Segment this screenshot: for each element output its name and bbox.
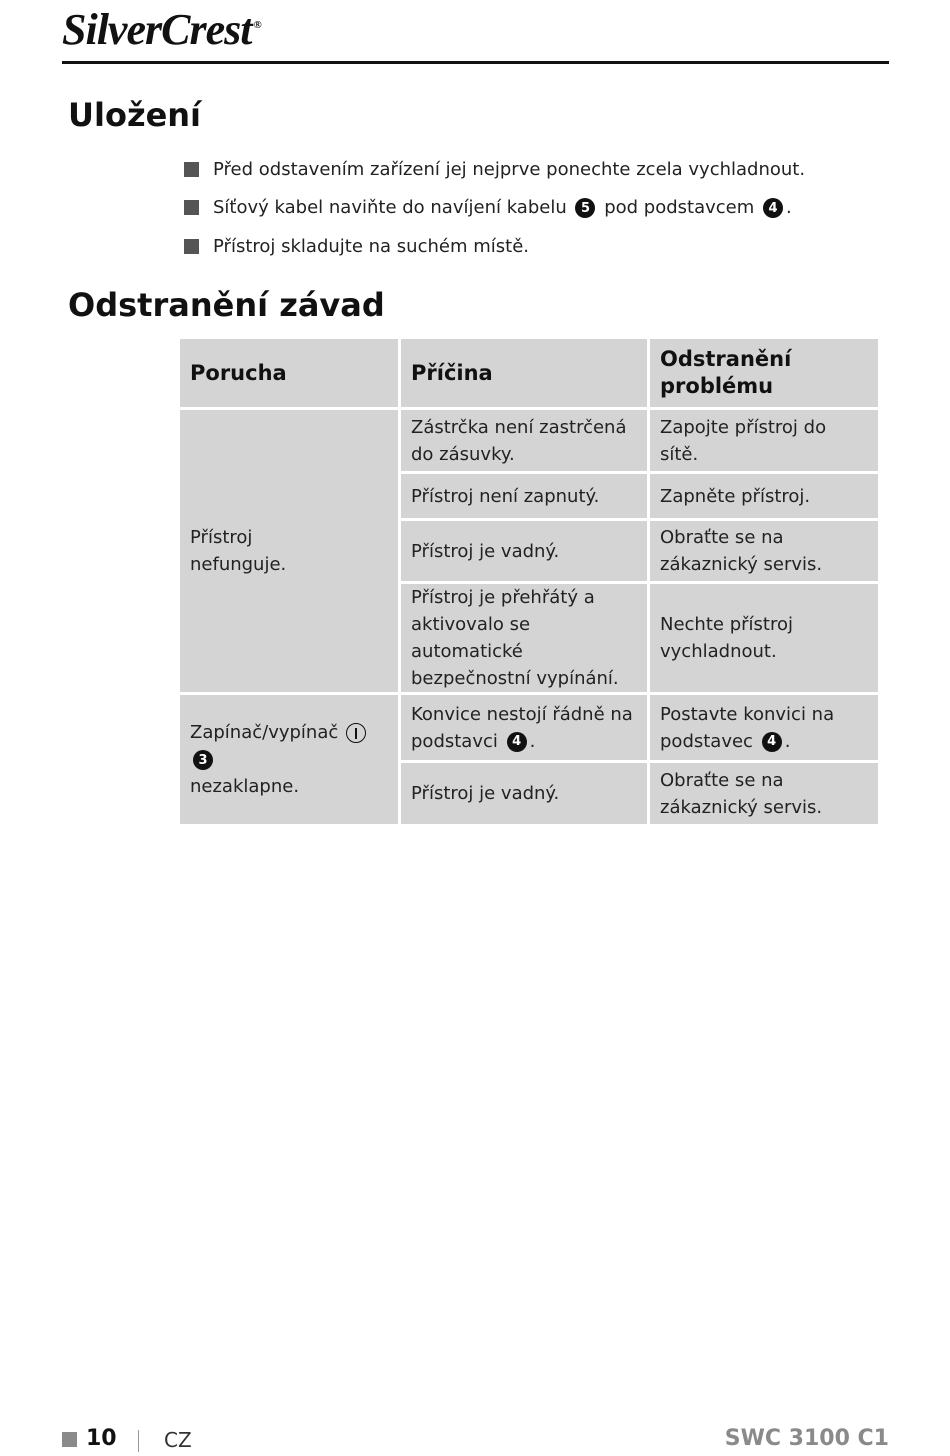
fault-cell: Přístroj nefunguje. bbox=[180, 410, 398, 692]
list-item-text: Před odstavením zařízení jej nejprve ponechte zcela vychladnout. bbox=[213, 158, 806, 180]
text-part: . bbox=[786, 197, 792, 219]
troubleshooting-table bbox=[177, 336, 881, 827]
header-cause: Příčina bbox=[401, 339, 647, 407]
language-code: CZ bbox=[164, 1428, 192, 1452]
list-item bbox=[184, 189, 805, 228]
part-number-4-icon: 4 bbox=[763, 198, 783, 218]
footer-separator bbox=[138, 1430, 139, 1452]
remedy-cell: Nechte přístroj vychladnout. bbox=[650, 584, 878, 692]
bullet-square-icon bbox=[184, 162, 199, 177]
remedy-cell: Obraťte se na zákaznický servis. bbox=[650, 521, 878, 581]
text-part: Síťový kabel naviňte do navíjení kabelu bbox=[213, 197, 567, 219]
part-number-4-icon: 4 bbox=[762, 732, 782, 752]
silvercrest-logo bbox=[62, 4, 261, 55]
cause-cell bbox=[401, 695, 647, 760]
text-part: Konvice nestojí řádně na podstavci bbox=[411, 703, 633, 752]
storage-heading: Uložení bbox=[68, 96, 202, 134]
cause-cell: Přístroj je vadný. bbox=[401, 521, 647, 581]
bullet-square-icon bbox=[184, 239, 199, 254]
logo-text: SilverCrest bbox=[62, 5, 252, 54]
text-part: Zapínač/vypínač bbox=[190, 722, 339, 743]
registered-mark: ® bbox=[253, 19, 261, 32]
header-fault: Porucha bbox=[180, 339, 398, 407]
cause-cell: Přístroj není zapnutý. bbox=[401, 474, 647, 518]
model-number: SWC 3100 C1 bbox=[724, 1426, 889, 1451]
part-number-4-icon: 4 bbox=[507, 732, 527, 752]
footer-square-icon bbox=[62, 1432, 77, 1447]
troubleshooting-heading: Odstranění závad bbox=[68, 286, 385, 324]
remedy-cell: Obraťte se na zákaznický servis. bbox=[650, 763, 878, 824]
cause-cell: Přístroj je vadný. bbox=[401, 763, 647, 824]
table-row bbox=[180, 410, 878, 471]
table-header-row bbox=[180, 339, 878, 407]
list-item-text bbox=[213, 197, 792, 218]
header-remedy: Odstranění problému bbox=[650, 339, 878, 407]
header-divider bbox=[62, 61, 889, 64]
fault-cell bbox=[180, 695, 398, 824]
text-part: pod podstavcem bbox=[604, 197, 755, 219]
power-switch-icon bbox=[346, 723, 366, 743]
list-item bbox=[184, 150, 805, 189]
storage-list bbox=[184, 150, 805, 266]
cause-cell: Zástrčka není zastrčená do zásuvky. bbox=[401, 410, 647, 471]
table-row bbox=[180, 695, 878, 760]
part-number-5-icon: 5 bbox=[575, 198, 595, 218]
cause-cell: Přístroj je přehřátý a aktivovalo se automatické bezpečnostní vypínání. bbox=[401, 584, 647, 692]
list-item-text: Přístroj skladujte na suchém místě. bbox=[213, 235, 529, 257]
list-item bbox=[184, 227, 805, 266]
text-part: . bbox=[784, 730, 791, 752]
page-number: 10 bbox=[86, 1426, 117, 1451]
text-part: . bbox=[529, 730, 536, 752]
remedy-cell: Zapojte přístroj do sítě. bbox=[650, 410, 878, 471]
page-footer bbox=[62, 1428, 889, 1454]
bullet-square-icon bbox=[184, 200, 199, 215]
text-part: nezaklapne. bbox=[190, 776, 300, 797]
part-number-3-icon: 3 bbox=[193, 750, 213, 770]
text-part: Postavte konvici na podstavec bbox=[660, 703, 835, 752]
remedy-cell: Zapněte přístroj. bbox=[650, 474, 878, 518]
remedy-cell bbox=[650, 695, 878, 760]
